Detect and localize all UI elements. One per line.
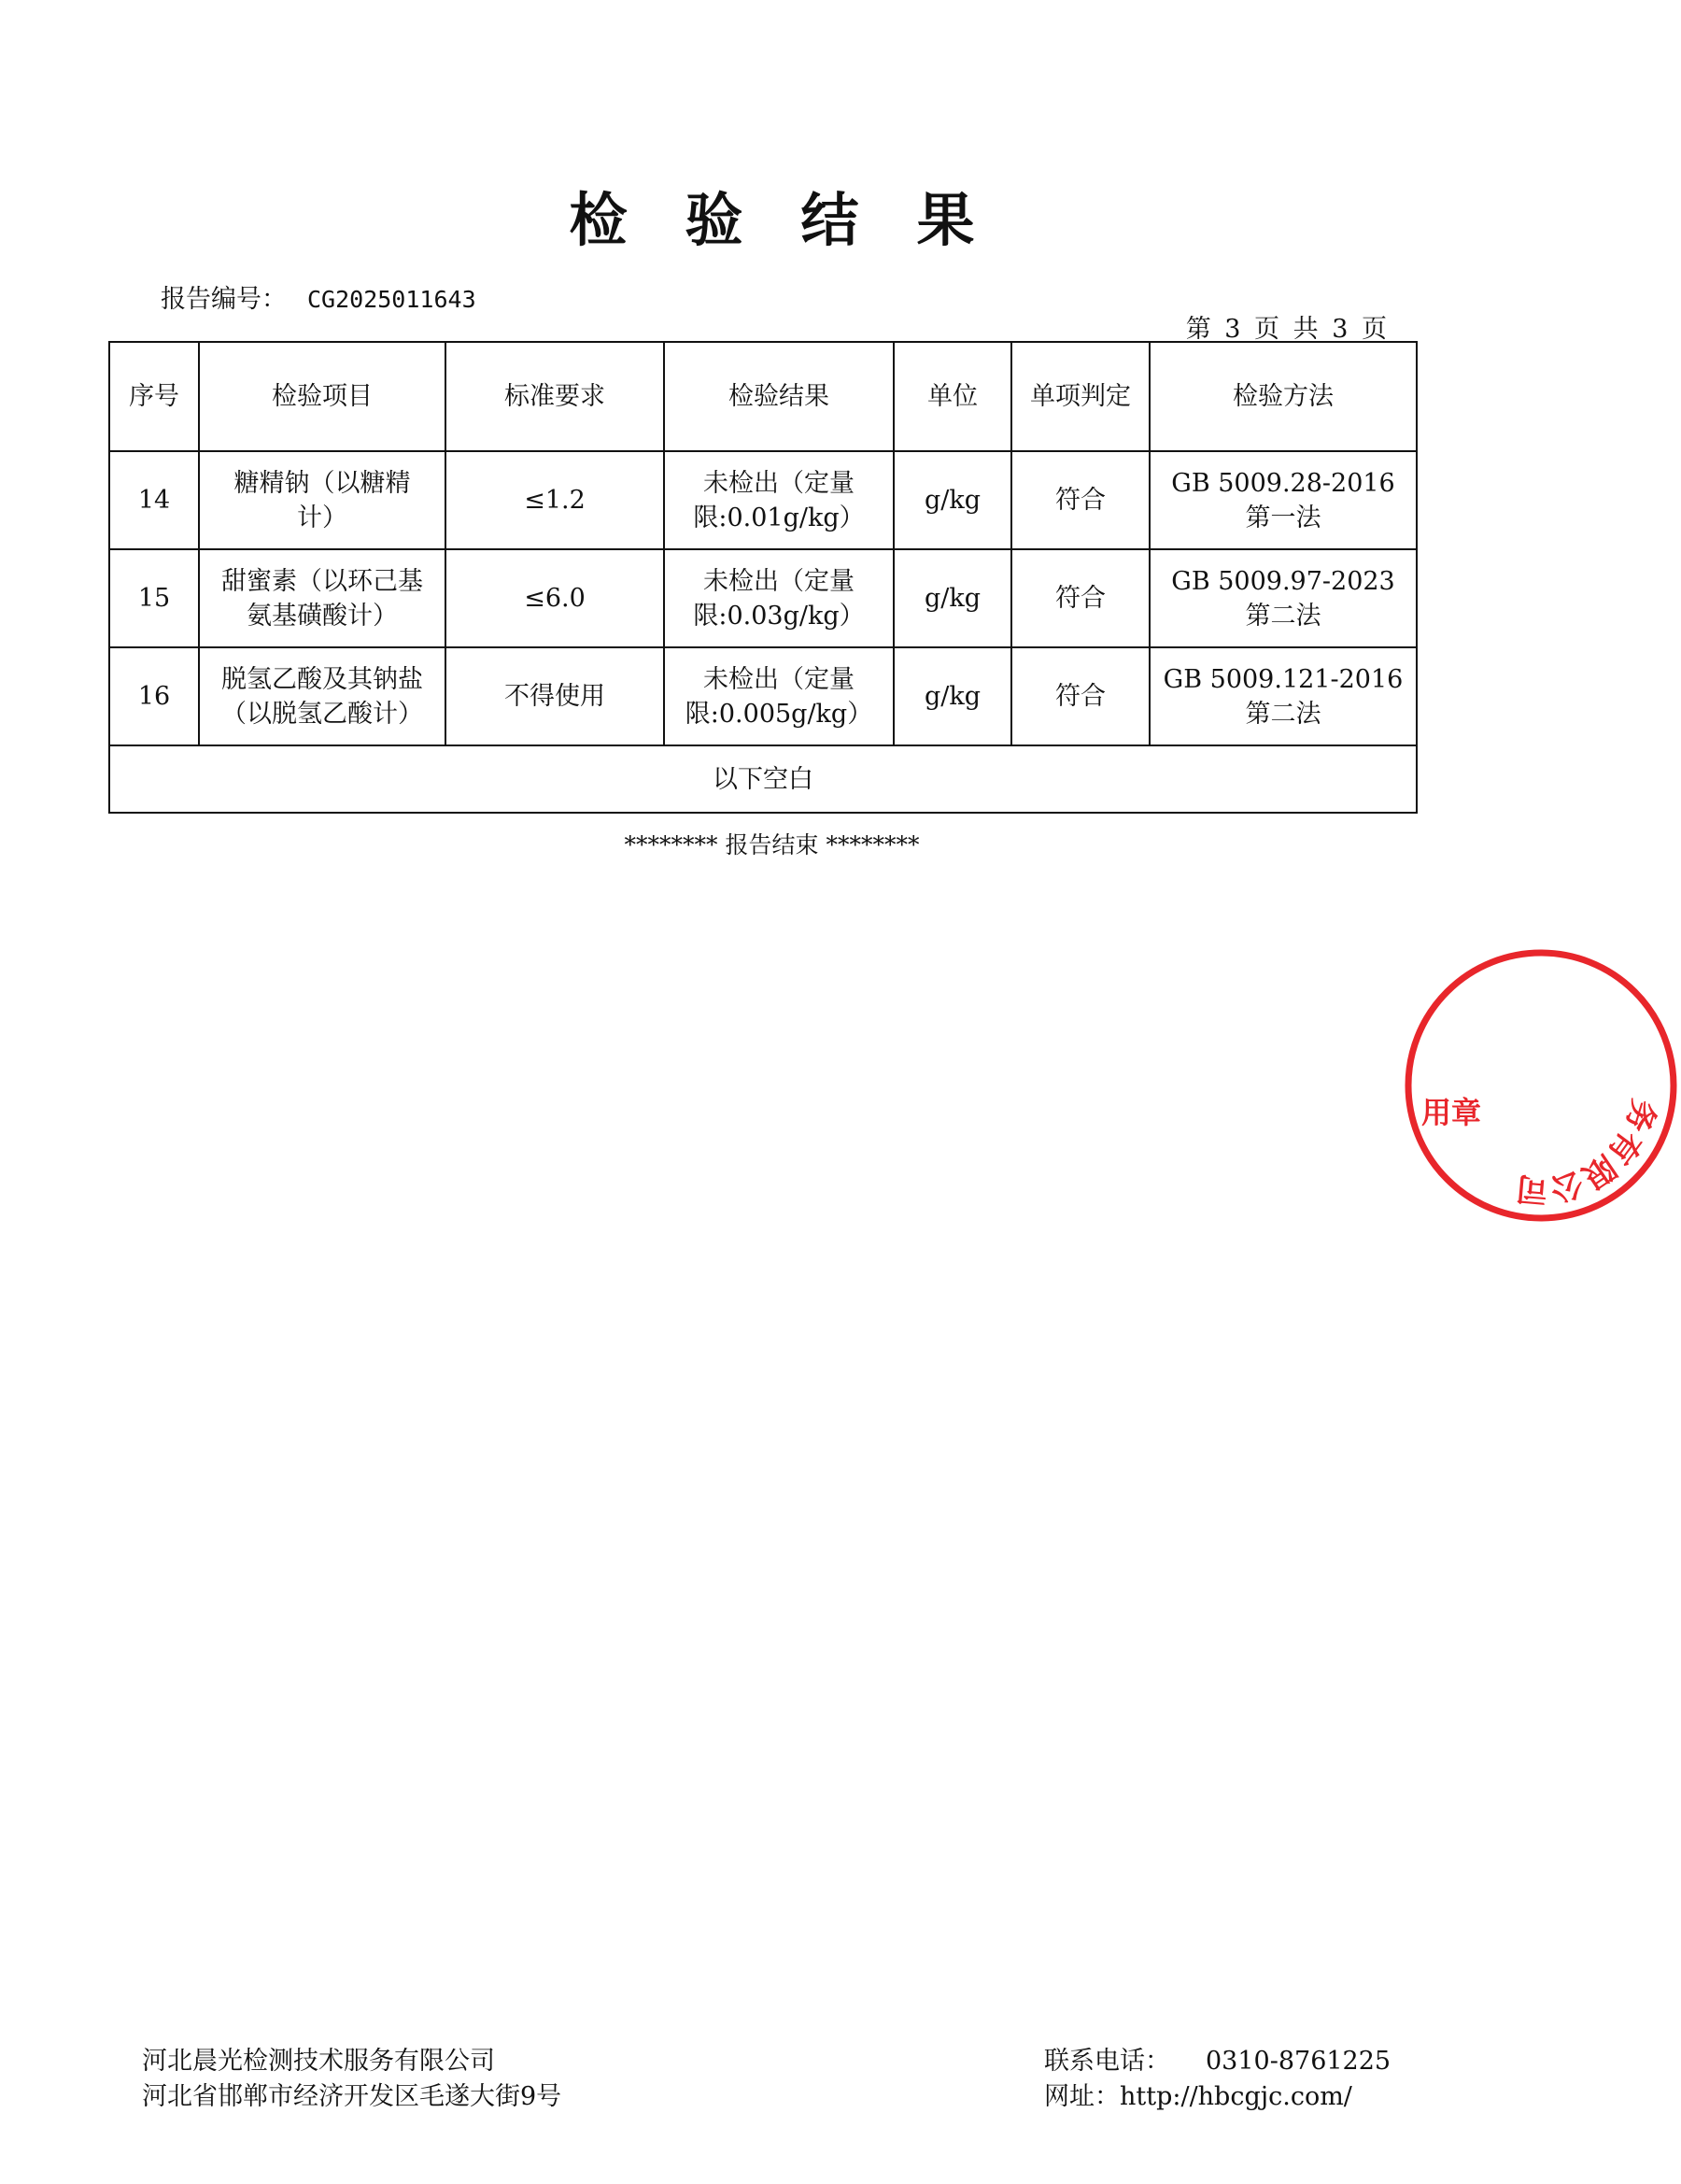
cell-method-line2: 第二法 bbox=[1245, 601, 1321, 631]
cell-unit: g/kg bbox=[894, 647, 1011, 745]
seal-center-text: 用章 bbox=[1421, 1095, 1482, 1130]
cell-requirement: ≤1.2 bbox=[445, 451, 664, 549]
cell-no: 16 bbox=[109, 647, 199, 745]
cell-item bbox=[199, 647, 445, 745]
cell-requirement: 不得使用 bbox=[445, 647, 664, 745]
cell-method-line2: 第一法 bbox=[1245, 503, 1321, 532]
cell-item bbox=[199, 451, 445, 549]
cell-item-line2: 计） bbox=[297, 503, 347, 532]
blank-note: 以下空白 bbox=[109, 745, 1417, 813]
footer-web-link[interactable]: http://hbcgjc.com/ bbox=[1120, 2082, 1352, 2111]
footer-web-label: 网址： bbox=[1044, 2082, 1120, 2111]
report-number-value: CG2025011643 bbox=[307, 286, 476, 313]
footer-phone-value: 0310-8761225 bbox=[1206, 2047, 1391, 2076]
cell-no: 15 bbox=[109, 549, 199, 647]
header-requirement: 标准要求 bbox=[445, 342, 664, 451]
header-method: 检验方法 bbox=[1150, 342, 1417, 451]
table-row bbox=[109, 549, 1417, 647]
cell-method bbox=[1150, 451, 1417, 549]
footer-phone bbox=[1044, 2044, 1391, 2079]
cell-item-line1: 甜蜜素（以环己基 bbox=[221, 566, 423, 596]
cell-result bbox=[664, 451, 894, 549]
cell-judgement: 符合 bbox=[1011, 451, 1150, 549]
cell-item-line1: 糖精钠（以糖精 bbox=[233, 468, 411, 498]
blank-note-row bbox=[109, 745, 1417, 813]
header-result: 检验结果 bbox=[664, 342, 894, 451]
cell-item bbox=[199, 549, 445, 647]
cell-method-line1: GB 5009.97-2023 bbox=[1171, 566, 1395, 596]
header-judgement: 单项判定 bbox=[1011, 342, 1150, 451]
footer-website bbox=[1044, 2079, 1391, 2115]
report-number-label: 报告编号： bbox=[161, 285, 287, 314]
cell-requirement: ≤6.0 bbox=[445, 549, 664, 647]
table-row bbox=[109, 647, 1417, 745]
footer-company-info bbox=[142, 2044, 561, 2115]
cell-judgement: 符合 bbox=[1011, 647, 1150, 745]
cell-no: 14 bbox=[109, 451, 199, 549]
report-end-marker: ******** 报告结束 ******** bbox=[624, 831, 920, 858]
cell-result-line2: 限:0.005g/kg） bbox=[685, 699, 873, 729]
seal-graphic bbox=[1401, 945, 1681, 1226]
cell-judgement: 符合 bbox=[1011, 549, 1150, 647]
results-table bbox=[108, 341, 1418, 814]
footer-phone-label: 联系电话： bbox=[1044, 2047, 1170, 2076]
header-no: 序号 bbox=[109, 342, 199, 451]
cell-result-line1: 未检出（定量 bbox=[703, 664, 855, 694]
cell-method bbox=[1150, 647, 1417, 745]
footer-address: 河北省邯郸市经济开发区毛遂大街9号 bbox=[142, 2082, 562, 2111]
company-seal bbox=[1401, 945, 1663, 1226]
cell-method bbox=[1150, 549, 1417, 647]
cell-result bbox=[664, 549, 894, 647]
report-number bbox=[161, 278, 476, 315]
cell-result-line1: 未检出（定量 bbox=[703, 566, 855, 596]
footer-contact-info bbox=[1044, 2044, 1391, 2115]
table-row bbox=[109, 451, 1417, 549]
cell-item-line2: 氨基磺酸计） bbox=[247, 601, 398, 631]
cell-unit: g/kg bbox=[894, 451, 1011, 549]
cell-result bbox=[664, 647, 894, 745]
cell-method-line2: 第二法 bbox=[1245, 699, 1321, 729]
table-header-row bbox=[109, 342, 1417, 451]
page-title: 检验结果 bbox=[569, 186, 1033, 254]
cell-method-line1: GB 5009.28-2016 bbox=[1171, 468, 1395, 498]
cell-item-line2: （以脱氢乙酸计） bbox=[221, 699, 423, 729]
page-indicator: 第 3 页 共 3 页 bbox=[1185, 315, 1387, 344]
header-item: 检验项目 bbox=[199, 342, 445, 451]
cell-result-line2: 限:0.01g/kg） bbox=[693, 503, 865, 532]
footer-company-name: 河北晨光检测技术服务有限公司 bbox=[142, 2047, 495, 2076]
header-unit: 单位 bbox=[894, 342, 1011, 451]
seal-arc-text: 务有限公司 bbox=[1514, 1095, 1663, 1209]
cell-result-line2: 限:0.03g/kg） bbox=[693, 601, 865, 631]
cell-item-line1: 脱氢乙酸及其钠盐 bbox=[221, 664, 423, 694]
cell-method-line1: GB 5009.121-2016 bbox=[1163, 664, 1404, 694]
cell-unit: g/kg bbox=[894, 549, 1011, 647]
cell-result-line1: 未检出（定量 bbox=[703, 468, 855, 498]
